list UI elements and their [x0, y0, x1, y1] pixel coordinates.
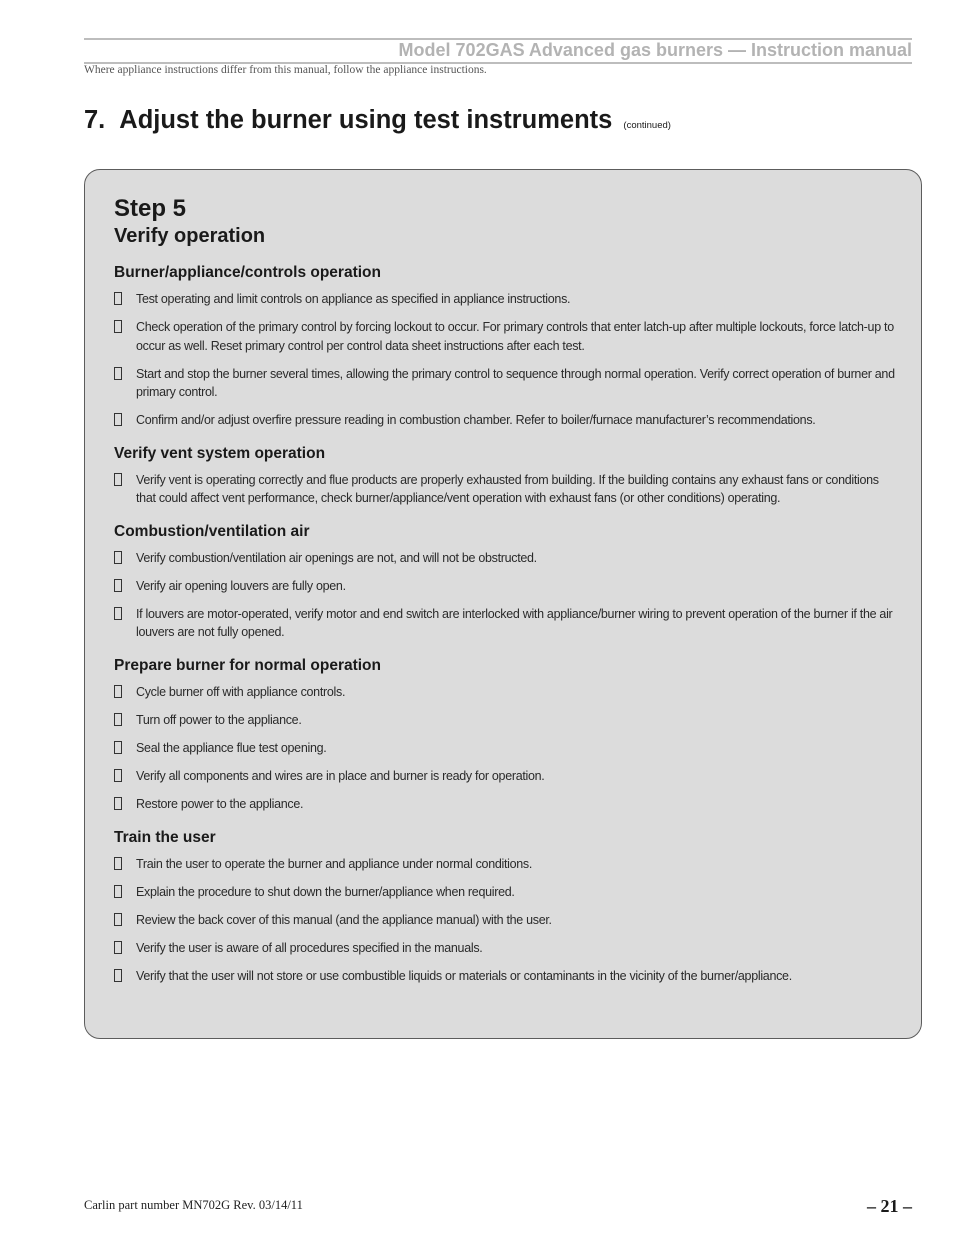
step-box [84, 169, 922, 1039]
checkbox-icon[interactable] [114, 797, 122, 810]
checkbox-icon[interactable] [114, 769, 122, 782]
checklist-item-text: Start and stop the burner several times, allowing the primary control to sequence through normal operation. Verify correct operation of burner and primary control. [136, 366, 895, 400]
checklist-item [114, 711, 895, 730]
checklist-item-text: Verify combustion/ventilation air openings are not, and will not be obstructed. [136, 550, 537, 565]
checklist-item [114, 605, 895, 642]
checklist-item-text: Restore power to the appliance. [136, 797, 304, 812]
checklist-item [114, 911, 895, 930]
checkbox-icon[interactable] [114, 320, 122, 333]
step-content [114, 194, 895, 999]
checkbox-icon[interactable] [114, 551, 122, 564]
checklist-item [114, 577, 895, 596]
checkbox-icon[interactable] [114, 713, 122, 726]
group-title: Combustion/ventilation air [114, 522, 310, 540]
checklist-item [114, 549, 895, 568]
section-heading [84, 106, 671, 135]
continued-label: (continued) [623, 120, 671, 131]
checklist-item [114, 683, 895, 702]
checklist-item [114, 883, 895, 902]
group-title: Verify vent system operation [114, 444, 326, 462]
checklist-item-text: Verify that the user will not store or use combustible liquids or materials or contaminants in the vicinity of the burner/appliance. [136, 968, 792, 983]
checklist-group [114, 656, 895, 814]
checklist-item-text: Seal the appliance flue test opening. [136, 741, 327, 756]
checklist-item [114, 739, 895, 758]
checkbox-icon[interactable] [114, 913, 122, 926]
checkbox-icon[interactable] [114, 969, 122, 982]
checklist-item-text: Turn off power to the appliance. [136, 713, 302, 728]
checklist-item-text: Cycle burner off with appliance controls. [136, 685, 346, 700]
checkbox-icon[interactable] [114, 413, 122, 426]
section-title: Adjust the burner using test instruments [119, 106, 613, 134]
checkbox-icon[interactable] [114, 885, 122, 898]
checklist-item [114, 767, 895, 786]
checklist-item [114, 365, 895, 402]
checkbox-icon[interactable] [114, 741, 122, 754]
group-title: Burner/appliance/controls operation [114, 264, 381, 281]
checklist-item [114, 855, 895, 874]
checklist-item-text: Verify vent is operating correctly and flue products are properly exhausted from building. If the building contains any exhaust fans or conditions that could affect vent performance, check burner/appliance/vent operation with exhaust fans (or other conditions) operating. [136, 472, 879, 506]
checklist-group [114, 522, 895, 642]
checkbox-icon[interactable] [114, 857, 122, 870]
checklist-item-text: If louvers are motor-operated, verify motor and end switch are interlocked with appliance/burner wiring to prevent operation of the burner if the air louvers are not fully opened. [136, 606, 893, 640]
step-title: Step 5 [114, 195, 187, 222]
checkbox-icon[interactable] [114, 941, 122, 954]
checkbox-icon[interactable] [114, 292, 122, 305]
checklist-item [114, 795, 895, 814]
checklist-item [114, 967, 895, 986]
checkbox-icon[interactable] [114, 367, 122, 380]
header-note: Where appliance instructions differ from this manual, follow the appliance instructions. [84, 64, 487, 76]
checklist-item-text: Check operation of the primary control by forcing lockout to occur. For primary controls that enter latch-up after multiple lockouts, force latch-up to occur as well. Reset primary control per control data sheet instructions after each test. [136, 319, 894, 353]
checklist-groups [114, 263, 895, 985]
checklist-item-text: Verify the user is aware of all procedures specified in the manuals. [136, 940, 483, 955]
checklist-item [114, 318, 895, 355]
checklist-group [114, 828, 895, 986]
checklist-item-text: Explain the procedure to shut down the burner/appliance when required. [136, 884, 515, 899]
checkbox-icon[interactable] [114, 607, 122, 620]
checklist-item [114, 411, 895, 430]
checklist-item-text: Test operating and limit controls on appliance as specified in appliance instructions. [136, 292, 571, 306]
checklist-item-text: Train the user to operate the burner and appliance under normal conditions. [136, 856, 533, 871]
checkbox-icon[interactable] [114, 685, 122, 698]
checkbox-icon[interactable] [114, 473, 122, 486]
checklist-group [114, 444, 895, 508]
group-title: Train the user [114, 828, 216, 846]
checklist-item-text: Verify all components and wires are in place and burner is ready for operation. [136, 769, 545, 784]
checklist-item-text: Review the back cover of this manual (and the appliance manual) with the user. [136, 912, 552, 927]
checklist-item-text: Confirm and/or adjust overfire pressure reading in combustion chamber. Refer to boiler/furnace manufacturer’s recommendations. [136, 413, 816, 428]
checklist-item [114, 471, 895, 508]
checklist-item [114, 939, 895, 958]
step-subtitle: Verify operation [114, 225, 266, 247]
checklist-item [114, 290, 895, 309]
part-number: Carlin part number MN702G Rev. 03/14/11 [84, 1198, 303, 1212]
checklist-item-text: Verify air opening louvers are fully open. [136, 578, 346, 593]
page-number: – 21 – [867, 1196, 912, 1216]
checkbox-icon[interactable] [114, 579, 122, 592]
section-number: 7. [84, 106, 106, 134]
checklist-group [114, 263, 895, 430]
group-title: Prepare burner for normal operation [114, 657, 381, 675]
manual-title: Model 702GAS Advanced gas burners — Instruction manual [398, 40, 912, 60]
